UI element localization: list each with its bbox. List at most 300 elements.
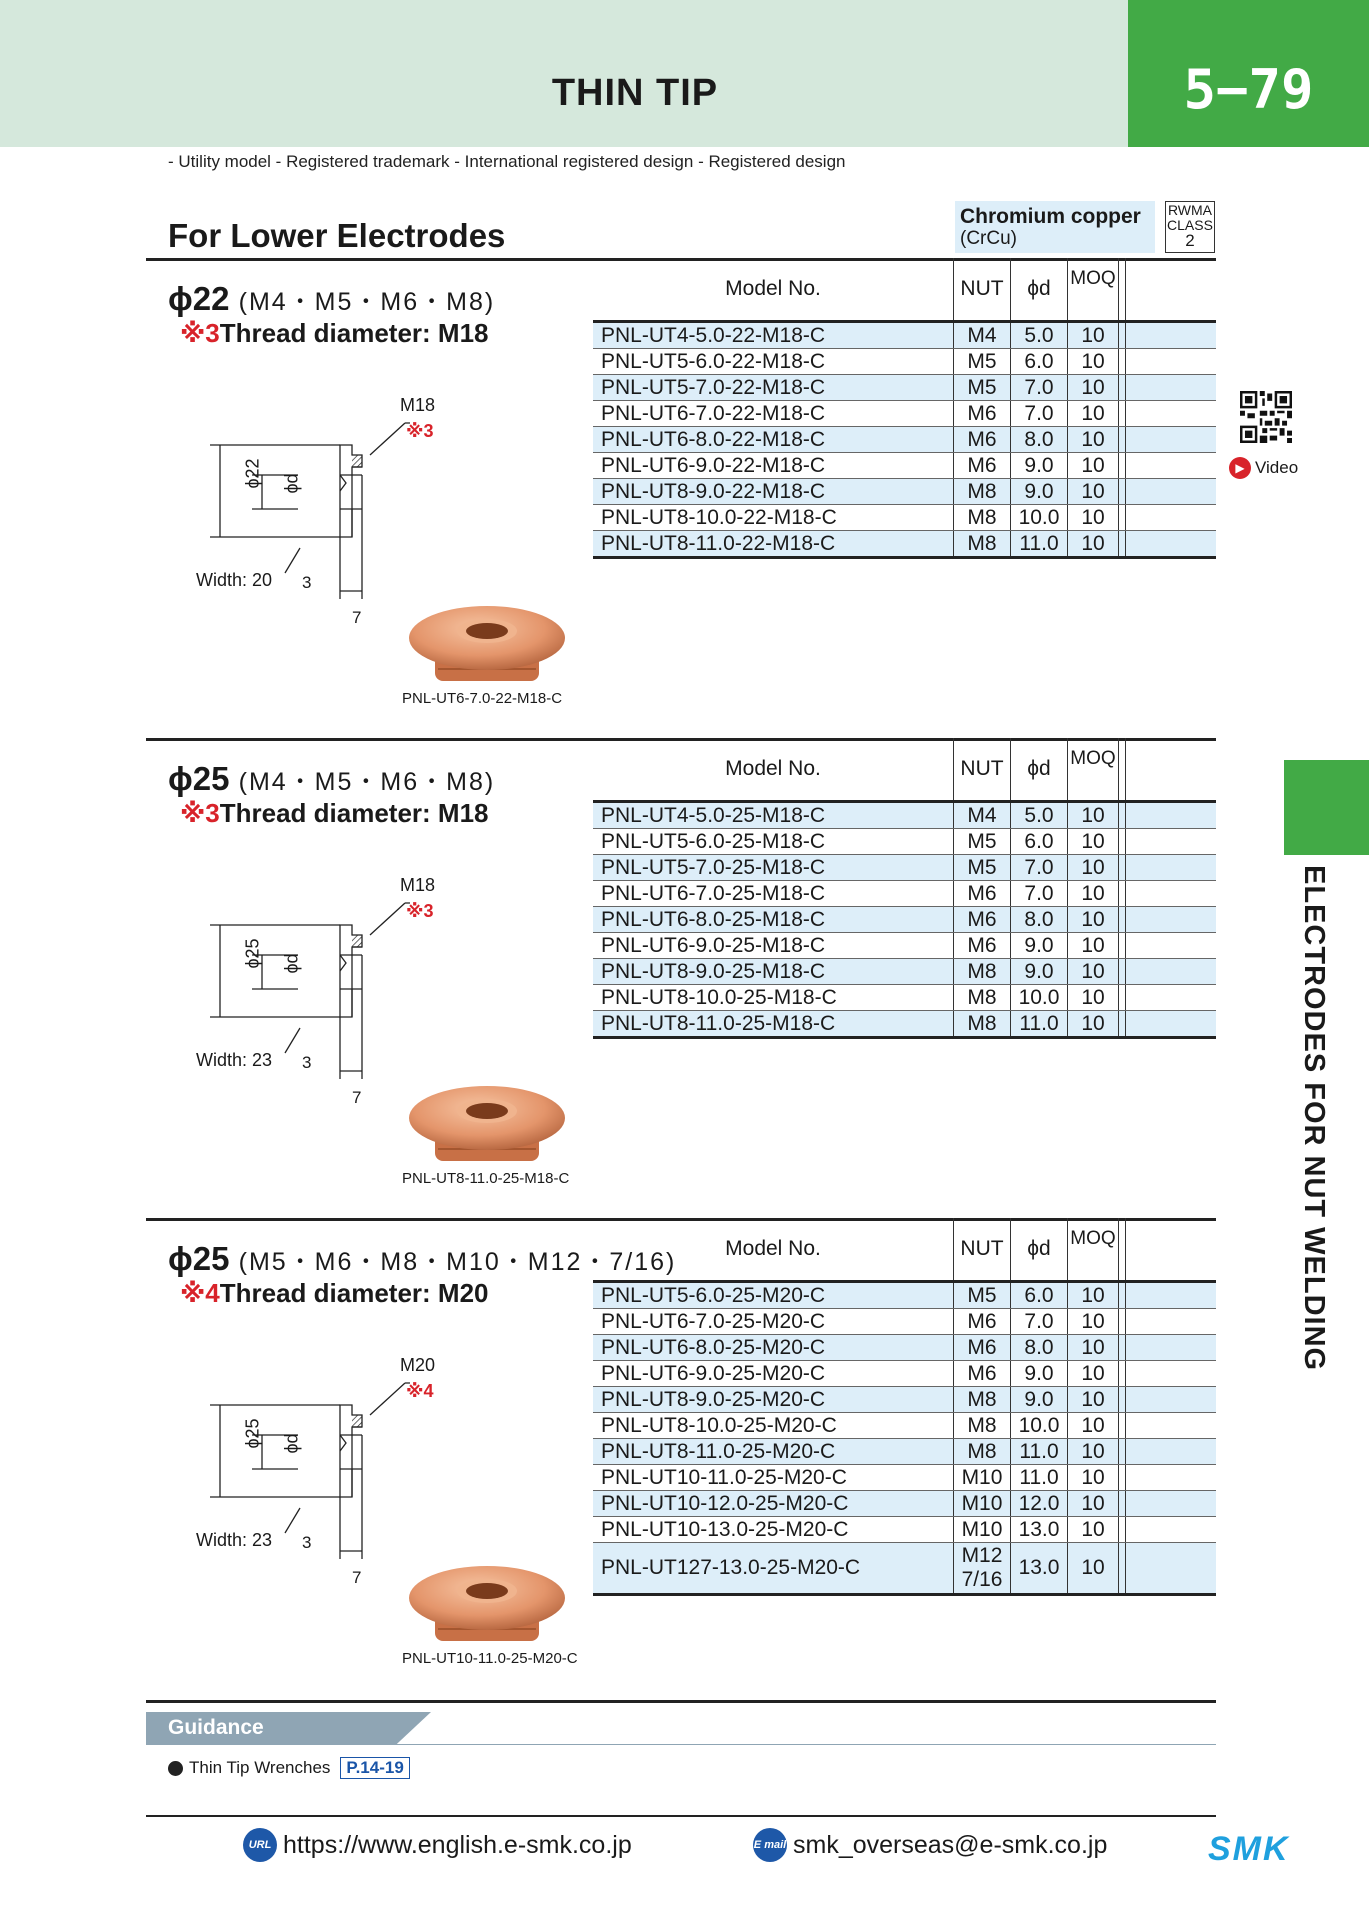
table-header-row xyxy=(593,1218,1216,1282)
moq-cell: 10 xyxy=(1068,1543,1119,1595)
blank-cell xyxy=(1119,1335,1126,1361)
phi-cell: 10.0 xyxy=(1011,1413,1068,1439)
model-cell: PNL-UT10-11.0-25-M20-C xyxy=(593,1465,954,1491)
blank-cell xyxy=(1119,1491,1126,1517)
nut-sizes: (M4・M5・M6・M8) xyxy=(238,768,496,796)
col-model-no: Model No. xyxy=(725,757,821,780)
blank-cell xyxy=(1119,907,1126,933)
thread-mark-label: ※3 xyxy=(406,901,434,921)
blank-cell xyxy=(1126,453,1217,479)
width-label: Width: 23 xyxy=(196,1050,273,1070)
inner-diameter-label: ϕd xyxy=(281,1433,302,1454)
nut-cell: M6 xyxy=(954,427,1011,453)
block-title xyxy=(168,280,495,318)
rwma-line1: RWMA xyxy=(1167,202,1213,218)
phi-cell: 5.0 xyxy=(1011,322,1068,349)
phi-cell: 9.0 xyxy=(1011,1387,1068,1413)
footer-url[interactable] xyxy=(243,1828,632,1862)
rwma-class: 2 xyxy=(1185,231,1195,250)
phi-cell: 9.0 xyxy=(1011,933,1068,959)
nut-cell: M6 xyxy=(954,453,1011,479)
col-moq: MOQ xyxy=(1068,258,1119,322)
blank-cell xyxy=(1119,1361,1126,1387)
phi-cell: 8.0 xyxy=(1011,907,1068,933)
col-phi-d: ϕd xyxy=(1011,1218,1068,1282)
col-blank xyxy=(1119,738,1126,802)
table-row xyxy=(593,453,1216,479)
nut-cell: M8 xyxy=(954,505,1011,531)
table-row xyxy=(593,375,1216,401)
blank-cell xyxy=(1119,1011,1126,1038)
phi-cell: 10.0 xyxy=(1011,985,1068,1011)
moq-cell: 10 xyxy=(1068,829,1119,855)
thread-diameter: Thread diameter: M18 xyxy=(219,318,489,348)
blank-cell xyxy=(1119,453,1126,479)
legend-text: - Utility model - Registered trademark - International registered design - Registered design xyxy=(168,152,846,171)
blank-cell xyxy=(1126,985,1217,1011)
blank-cell xyxy=(1126,1309,1217,1335)
product-photo xyxy=(402,1078,572,1178)
blank-cell xyxy=(1119,855,1126,881)
table-row xyxy=(593,1465,1216,1491)
table-header-row xyxy=(593,738,1216,802)
model-cell: PNL-UT6-9.0-25-M18-C xyxy=(593,933,954,959)
moq-cell: 10 xyxy=(1068,453,1119,479)
phi-cell: 11.0 xyxy=(1011,531,1068,558)
guidance-item xyxy=(168,1757,410,1779)
table-row xyxy=(593,479,1216,505)
moq-cell: 10 xyxy=(1068,1309,1119,1335)
model-cell: PNL-UT6-9.0-25-M20-C xyxy=(593,1361,954,1387)
blank-cell xyxy=(1126,427,1217,453)
moq-cell: 10 xyxy=(1068,933,1119,959)
model-cell: PNL-UT8-11.0-25-M20-C xyxy=(593,1439,954,1465)
model-cell: PNL-UT6-7.0-25-M18-C xyxy=(593,881,954,907)
nut-cell: M5 xyxy=(954,829,1011,855)
table-row xyxy=(593,1413,1216,1439)
blank-cell xyxy=(1126,531,1217,558)
blank-cell xyxy=(1126,1282,1217,1309)
model-cell: PNL-UT8-11.0-25-M18-C xyxy=(593,1011,954,1038)
width-label: Width: 20 xyxy=(196,570,273,590)
nut-cell: M5 xyxy=(954,375,1011,401)
moq-cell: 10 xyxy=(1068,985,1119,1011)
guidance-title: Guidance xyxy=(168,1716,264,1739)
moq-cell: 10 xyxy=(1068,1361,1119,1387)
nut-cell: M10 xyxy=(954,1491,1011,1517)
moq-cell: 10 xyxy=(1068,1413,1119,1439)
model-cell: PNL-UT6-8.0-25-M20-C xyxy=(593,1335,954,1361)
model-cell: PNL-UT5-6.0-22-M18-C xyxy=(593,349,954,375)
model-cell: PNL-UT4-5.0-22-M18-C xyxy=(593,322,954,349)
blank-cell xyxy=(1126,881,1217,907)
product-table xyxy=(593,1218,1216,1596)
rwma-badge xyxy=(1165,201,1215,253)
moq-cell: 10 xyxy=(1068,505,1119,531)
nut-cell: M4 xyxy=(954,322,1011,349)
nut-cell: M4 xyxy=(954,802,1011,829)
blank-cell xyxy=(1126,802,1217,829)
col-model-no: Model No. xyxy=(725,1237,821,1260)
moq-cell: 10 xyxy=(1068,349,1119,375)
table-row xyxy=(593,855,1216,881)
model-cell: PNL-UT6-8.0-25-M18-C xyxy=(593,907,954,933)
nut-cell: M10 xyxy=(954,1517,1011,1543)
blank-cell xyxy=(1119,1282,1126,1309)
table-row xyxy=(593,505,1216,531)
model-cell: PNL-UT8-10.0-25-M20-C xyxy=(593,1413,954,1439)
blank-cell xyxy=(1119,1309,1126,1335)
table-row xyxy=(593,907,1216,933)
blank-cell xyxy=(1126,1543,1217,1595)
col-nut: NUT xyxy=(954,258,1011,322)
model-cell: PNL-UT4-5.0-25-M18-C xyxy=(593,802,954,829)
guidance-line xyxy=(146,1744,1216,1745)
model-cell: PNL-UT8-9.0-22-M18-C xyxy=(593,479,954,505)
phi-cell: 7.0 xyxy=(1011,881,1068,907)
model-cell: PNL-UT6-8.0-22-M18-C xyxy=(593,427,954,453)
product-table xyxy=(593,258,1216,559)
outer-diameter: ϕ22 xyxy=(168,280,230,317)
blank-cell xyxy=(1119,829,1126,855)
col-moq: MOQ xyxy=(1068,738,1119,802)
moq-cell: 10 xyxy=(1068,1387,1119,1413)
table-row xyxy=(593,985,1216,1011)
moq-cell: 10 xyxy=(1068,1465,1119,1491)
blank-cell xyxy=(1119,1465,1126,1491)
outer-diameter-label: ϕ25 xyxy=(242,938,263,969)
blank-cell xyxy=(1126,1387,1217,1413)
outer-diameter: ϕ25 xyxy=(168,760,230,797)
table-row xyxy=(593,802,1216,829)
nut-cell: M8 xyxy=(954,1439,1011,1465)
page-number: 5−79 xyxy=(1128,0,1369,147)
model-cell: PNL-UT6-7.0-22-M18-C xyxy=(593,401,954,427)
blank-cell xyxy=(1126,505,1217,531)
blank-cell xyxy=(1126,1335,1217,1361)
inner-diameter-label: ϕd xyxy=(281,953,302,974)
rwma-line2: CLASS xyxy=(1167,217,1213,233)
phi-cell: 13.0 xyxy=(1011,1517,1068,1543)
phi-cell: 8.0 xyxy=(1011,427,1068,453)
blank-cell xyxy=(1126,1465,1217,1491)
col-moq: MOQ xyxy=(1068,1218,1119,1282)
material-name: Chromium copper xyxy=(960,205,1141,228)
blank-cell xyxy=(1119,505,1126,531)
nut-cell: M8 xyxy=(954,1387,1011,1413)
blank-cell xyxy=(1119,322,1126,349)
nut-cell: M8 xyxy=(954,959,1011,985)
moq-cell: 10 xyxy=(1068,855,1119,881)
phi-cell: 8.0 xyxy=(1011,1335,1068,1361)
width-label: Width: 23 xyxy=(196,1530,273,1550)
blank-cell xyxy=(1126,855,1217,881)
note-mark: ※4 xyxy=(180,1278,220,1308)
phi-cell: 10.0 xyxy=(1011,505,1068,531)
dim-7-label: 7 xyxy=(352,1088,362,1107)
nut-cell: M5 xyxy=(954,855,1011,881)
model-cell: PNL-UT8-11.0-22-M18-C xyxy=(593,531,954,558)
table-row xyxy=(593,1387,1216,1413)
blank-cell xyxy=(1119,1543,1126,1595)
phi-cell: 7.0 xyxy=(1011,855,1068,881)
product-photo xyxy=(402,598,572,698)
phi-cell: 9.0 xyxy=(1011,453,1068,479)
section-title: For Lower Electrodes xyxy=(168,217,506,254)
side-tab xyxy=(1284,760,1369,855)
nut-cell: M6 xyxy=(954,1335,1011,1361)
product-photo xyxy=(402,1558,572,1658)
blank-cell xyxy=(1126,1413,1217,1439)
col-nut: NUT xyxy=(954,738,1011,802)
footer-email-text[interactable]: smk_overseas@e-smk.co.jp xyxy=(793,1830,1108,1859)
blank-cell xyxy=(1119,401,1126,427)
phi-cell: 6.0 xyxy=(1011,1282,1068,1309)
phi-cell: 11.0 xyxy=(1011,1465,1068,1491)
blank-cell xyxy=(1126,1517,1217,1543)
blank-cell xyxy=(1119,349,1126,375)
blank-cell xyxy=(1119,479,1126,505)
blank-cell xyxy=(1119,1387,1126,1413)
moq-cell: 10 xyxy=(1068,1011,1119,1038)
dim-3-label: 3 xyxy=(302,573,312,592)
table-row xyxy=(593,1517,1216,1543)
nut-sizes: (M5・M6・M8・M10・M12・7/16) xyxy=(238,1248,677,1276)
model-cell: PNL-UT8-9.0-25-M20-C xyxy=(593,1387,954,1413)
nut-sizes: (M4・M5・M6・M8) xyxy=(238,288,496,316)
model-cell: PNL-UT127-13.0-25-M20-C xyxy=(593,1543,954,1595)
phi-cell: 9.0 xyxy=(1011,959,1068,985)
col-blank xyxy=(1126,1218,1217,1282)
nut-cell: M8 xyxy=(954,479,1011,505)
model-cell: PNL-UT8-10.0-22-M18-C xyxy=(593,505,954,531)
nut-cell xyxy=(954,1543,1011,1595)
nut-cell: M8 xyxy=(954,985,1011,1011)
nut-cell: M10 xyxy=(954,1465,1011,1491)
table-row xyxy=(593,1011,1216,1038)
table-row xyxy=(593,829,1216,855)
blank-cell xyxy=(1126,1361,1217,1387)
col-phi-d: ϕd xyxy=(1011,258,1068,322)
table-row xyxy=(593,1309,1216,1335)
table-row xyxy=(593,401,1216,427)
phi-cell: 7.0 xyxy=(1011,375,1068,401)
blank-cell xyxy=(1119,1439,1126,1465)
moq-cell: 10 xyxy=(1068,427,1119,453)
nut-cell: M8 xyxy=(954,1011,1011,1038)
guidance-rule xyxy=(146,1700,1216,1703)
moq-cell: 10 xyxy=(1068,1439,1119,1465)
outer-diameter-label: ϕ25 xyxy=(242,1418,263,1449)
thread-diameter: Thread diameter: M20 xyxy=(219,1278,489,1308)
footer-email[interactable] xyxy=(753,1828,1107,1862)
video-link[interactable] xyxy=(1229,457,1298,479)
nut-cell: M6 xyxy=(954,881,1011,907)
photo-caption: PNL-UT6-7.0-22-M18-C xyxy=(402,690,563,707)
blank-cell xyxy=(1119,1517,1126,1543)
outer-diameter-label: ϕ22 xyxy=(242,458,263,489)
play-icon: ▶ xyxy=(1229,457,1251,479)
thread-size-label: M18 xyxy=(400,875,436,895)
blank-cell xyxy=(1119,375,1126,401)
col-blank xyxy=(1119,258,1126,322)
blank-cell xyxy=(1126,479,1217,505)
table-row xyxy=(593,1361,1216,1387)
table-row xyxy=(593,1335,1216,1361)
moq-cell: 10 xyxy=(1068,907,1119,933)
moq-cell: 10 xyxy=(1068,881,1119,907)
moq-cell: 10 xyxy=(1068,375,1119,401)
dim-3-label: 3 xyxy=(302,1053,312,1072)
thread-diameter: Thread diameter: M18 xyxy=(219,798,489,828)
table-row xyxy=(593,1543,1216,1595)
product-table xyxy=(593,738,1216,1039)
table-row xyxy=(593,881,1216,907)
qr-code-icon[interactable] xyxy=(1240,391,1292,443)
url-icon: URL xyxy=(243,1828,277,1862)
thread-size-label: M20 xyxy=(400,1355,436,1375)
phi-cell: 9.0 xyxy=(1011,479,1068,505)
phi-cell: 5.0 xyxy=(1011,802,1068,829)
nut-cell: M6 xyxy=(954,933,1011,959)
outer-diameter: ϕ25 xyxy=(168,1240,230,1277)
footer-url-text[interactable]: https://www.english.e-smk.co.jp xyxy=(283,1830,632,1859)
table-row xyxy=(593,427,1216,453)
guidance-item-label: Thin Tip Wrenches xyxy=(189,1758,331,1777)
blank-cell xyxy=(1126,907,1217,933)
model-cell: PNL-UT6-7.0-25-M20-C xyxy=(593,1309,954,1335)
model-cell: PNL-UT10-13.0-25-M20-C xyxy=(593,1517,954,1543)
moq-cell: 10 xyxy=(1068,531,1119,558)
dim-7-label: 7 xyxy=(352,608,362,627)
model-cell: PNL-UT5-6.0-25-M20-C xyxy=(593,1282,954,1309)
phi-cell: 11.0 xyxy=(1011,1011,1068,1038)
model-cell: PNL-UT5-7.0-25-M18-C xyxy=(593,855,954,881)
thread-mark-label: ※4 xyxy=(406,1381,434,1401)
phi-cell: 11.0 xyxy=(1011,1439,1068,1465)
page-title: THIN TIP xyxy=(551,72,719,114)
photo-caption: PNL-UT10-11.0-25-M20-C xyxy=(402,1650,578,1667)
phi-cell: 12.0 xyxy=(1011,1491,1068,1517)
material-sub: (CrCu) xyxy=(960,228,1017,249)
col-blank xyxy=(1119,1218,1126,1282)
block-title xyxy=(168,760,495,798)
moq-cell: 10 xyxy=(1068,1491,1119,1517)
dim-3-label: 3 xyxy=(302,1533,312,1552)
blank-cell xyxy=(1126,959,1217,985)
blank-cell xyxy=(1119,985,1126,1011)
nut-cell: M6 xyxy=(954,1361,1011,1387)
side-category: ELECTRODES FOR NUT WELDING xyxy=(1298,865,1330,1372)
thread-note xyxy=(180,1278,489,1309)
inner-diameter-label: ϕd xyxy=(281,473,302,494)
phi-cell: 7.0 xyxy=(1011,1309,1068,1335)
nut-cell: M5 xyxy=(954,1282,1011,1309)
thread-size-label: M18 xyxy=(400,395,436,415)
thread-mark-label: ※3 xyxy=(406,421,434,441)
blank-cell xyxy=(1126,401,1217,427)
page-reference-link[interactable]: P.14-19 xyxy=(340,1757,409,1779)
moq-cell: 10 xyxy=(1068,802,1119,829)
col-blank xyxy=(1126,738,1217,802)
blank-cell xyxy=(1126,375,1217,401)
moq-cell: 10 xyxy=(1068,959,1119,985)
footer-rule xyxy=(146,1815,1216,1817)
moq-cell: 10 xyxy=(1068,479,1119,505)
moq-cell: 10 xyxy=(1068,1282,1119,1309)
col-model-no: Model No. xyxy=(725,277,821,300)
model-cell: PNL-UT10-12.0-25-M20-C xyxy=(593,1491,954,1517)
table-row xyxy=(593,531,1216,558)
nut-line2: 7/16 xyxy=(961,1568,1003,1591)
moq-cell: 10 xyxy=(1068,1517,1119,1543)
model-cell: PNL-UT5-6.0-25-M18-C xyxy=(593,829,954,855)
moq-cell: 10 xyxy=(1068,401,1119,427)
moq-cell: 10 xyxy=(1068,322,1119,349)
phi-cell: 7.0 xyxy=(1011,401,1068,427)
video-label: Video xyxy=(1255,458,1299,477)
email-icon: E mail xyxy=(753,1828,787,1862)
company-logo: SMK xyxy=(1208,1830,1290,1868)
blank-cell xyxy=(1119,933,1126,959)
phi-cell: 6.0 xyxy=(1011,829,1068,855)
blank-cell xyxy=(1126,1491,1217,1517)
blank-cell xyxy=(1119,959,1126,985)
blank-cell xyxy=(1119,531,1126,558)
blank-cell xyxy=(1126,1011,1217,1038)
blank-cell xyxy=(1126,933,1217,959)
table-row xyxy=(593,1282,1216,1309)
phi-cell: 13.0 xyxy=(1011,1543,1068,1595)
col-phi-d: ϕd xyxy=(1011,738,1068,802)
blank-cell xyxy=(1126,349,1217,375)
col-blank xyxy=(1126,258,1217,322)
note-mark: ※3 xyxy=(180,798,220,828)
nut-cell: M8 xyxy=(954,531,1011,558)
bullet-icon xyxy=(168,1761,183,1776)
blank-cell xyxy=(1119,802,1126,829)
blank-cell xyxy=(1126,1439,1217,1465)
phi-cell: 9.0 xyxy=(1011,1361,1068,1387)
nut-cell: M6 xyxy=(954,401,1011,427)
table-row xyxy=(593,1491,1216,1517)
blank-cell xyxy=(1126,322,1217,349)
nut-cell: M8 xyxy=(954,1413,1011,1439)
blank-cell xyxy=(1126,829,1217,855)
model-cell: PNL-UT6-9.0-22-M18-C xyxy=(593,453,954,479)
table-header-row xyxy=(593,258,1216,322)
table-row xyxy=(593,322,1216,349)
blank-cell xyxy=(1119,881,1126,907)
table-row xyxy=(593,959,1216,985)
phi-cell: 6.0 xyxy=(1011,349,1068,375)
note-mark: ※3 xyxy=(180,318,220,348)
nut-cell: M6 xyxy=(954,907,1011,933)
thread-note xyxy=(180,798,489,829)
dim-7-label: 7 xyxy=(352,1568,362,1587)
moq-cell: 10 xyxy=(1068,1335,1119,1361)
table-row xyxy=(593,933,1216,959)
table-row xyxy=(593,349,1216,375)
model-cell: PNL-UT8-10.0-25-M18-C xyxy=(593,985,954,1011)
blank-cell xyxy=(1119,1413,1126,1439)
nut-cell: M6 xyxy=(954,1309,1011,1335)
thread-note xyxy=(180,318,489,349)
photo-caption: PNL-UT8-11.0-25-M18-C xyxy=(402,1170,570,1187)
model-cell: PNL-UT8-9.0-25-M18-C xyxy=(593,959,954,985)
model-cell: PNL-UT5-7.0-22-M18-C xyxy=(593,375,954,401)
col-nut: NUT xyxy=(954,1218,1011,1282)
